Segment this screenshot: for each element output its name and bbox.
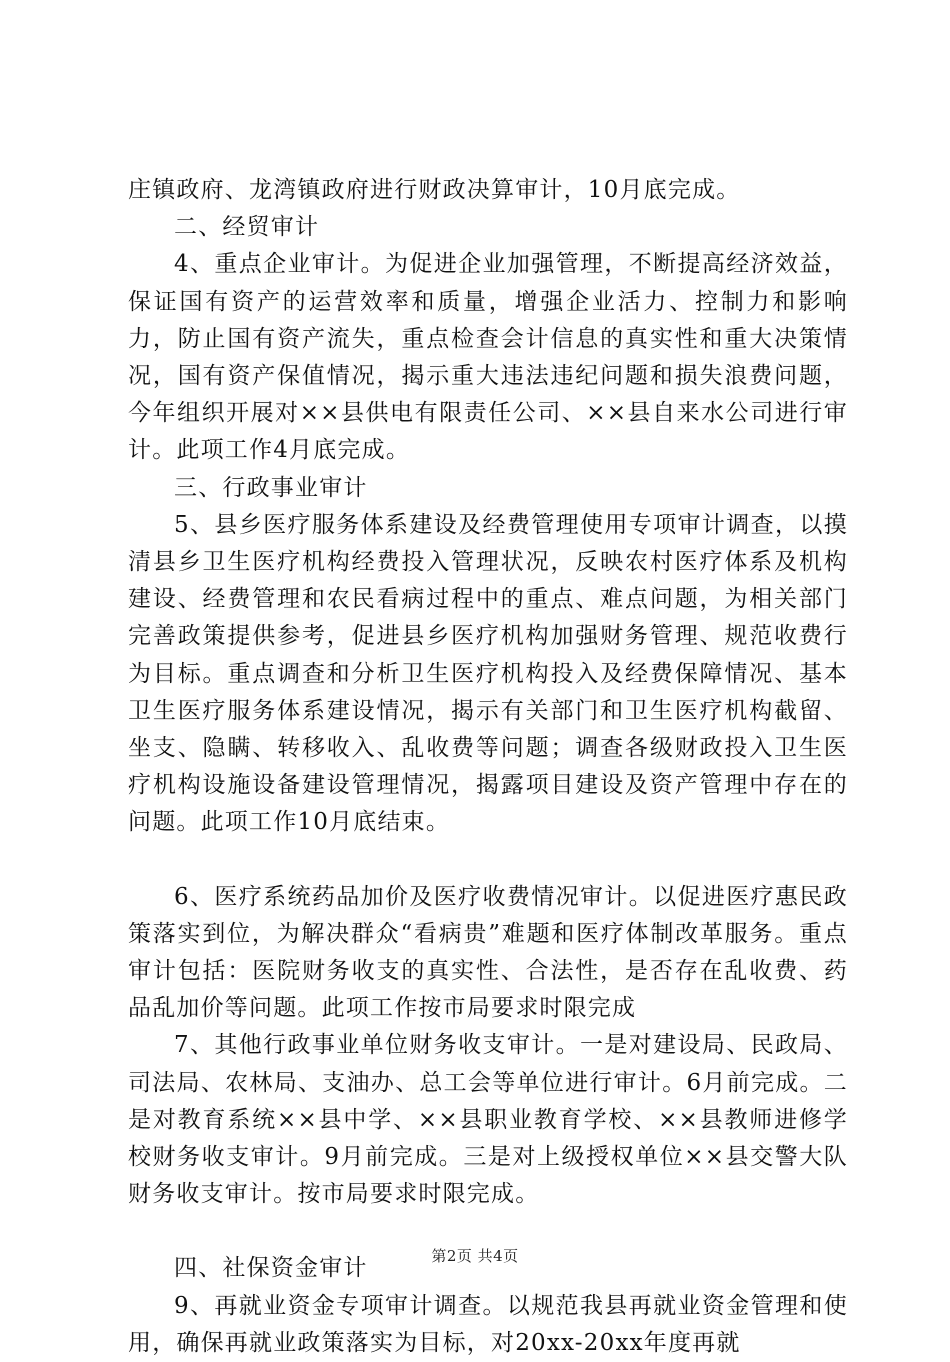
paragraph-item-4: 4、重点企业审计。为促进企业加强管理，不断提高经济效益，保证国有资产的运营效率和质量，增强企业活力、控制力和影响力，防止国有资产流失，重点检查会计信息的真实性和重大决策情况，国有资产保值情况，揭示重大违法违纪问题和损失浪费问题，今年组织开展对××县供电有限责任公司、××县自来水公司进行审计。此项工作4月底完成。: [128, 251, 848, 464]
section-heading-admin-audit: 三、行政事业审计: [174, 474, 368, 501]
paragraph-gap: [128, 842, 848, 879]
paragraph-continuation: 庄镇政府、龙湾镇政府进行财政决算审计，10月底完成。: [128, 177, 741, 203]
section-heading-social-security-audit: 四、社保资金审计: [174, 1255, 368, 1282]
document-body: [128, 172, 848, 1362]
paragraph-item-9: 9、再就业资金专项审计调查。以规范我县再就业资金管理和使用，确保再就业政策落实为目标，对20xx-20xx年度再就: [128, 1292, 848, 1356]
paragraph-item-6: 6、医疗系统药品加价及医疗收费情况审计。以促进医疗惠民政策落实到位，为解决群众“看病贵”难题和医疗体制改革服务。重点审计包括：医院财务收支的真实性、合法性，是否存在乱收费、药品乱加价等问题。此项工作按市局要求时限完成: [128, 883, 848, 1022]
section-heading-trade-audit: 二、经贸审计: [174, 214, 320, 241]
paragraph-item-7: 7、其他行政事业单位财务收支审计。一是对建设局、民政局、司法局、农林局、支油办、总工会等单位进行审计。6月前完成。二是对教育系统××县中学、××县职业教育学校、××县教师进修学校财务收支审计。9月前完成。三是对上级授权单位××县交警大队财务收支审计。按市局要求时限完成。: [128, 1032, 848, 1208]
paragraph-item-5: 5、县乡医疗服务体系建设及经费管理使用专项审计调查，以摸清县乡卫生医疗机构经费投入管理状况，反映农村医疗体系及机构建设、经费管理和农民看病过程中的重点、难点问题，为相关部门完善政策提供参考，促进县乡医疗机构加强财务管理、规范收费行为目标。重点调查和分析卫生医疗机构投入及经费保障情况、基本卫生医疗服务体系建设情况，揭示有关部门和卫生医疗机构截留、坐支、隐瞒、转移收入、乱收费等问题；调查各级财政投入卫生医疗机构设施设备建设管理情况，揭露项目建设及资产管理中存在的问题。此项工作10月底结束。: [128, 511, 848, 836]
page-footer: 第2页 共4页: [431, 1247, 519, 1265]
